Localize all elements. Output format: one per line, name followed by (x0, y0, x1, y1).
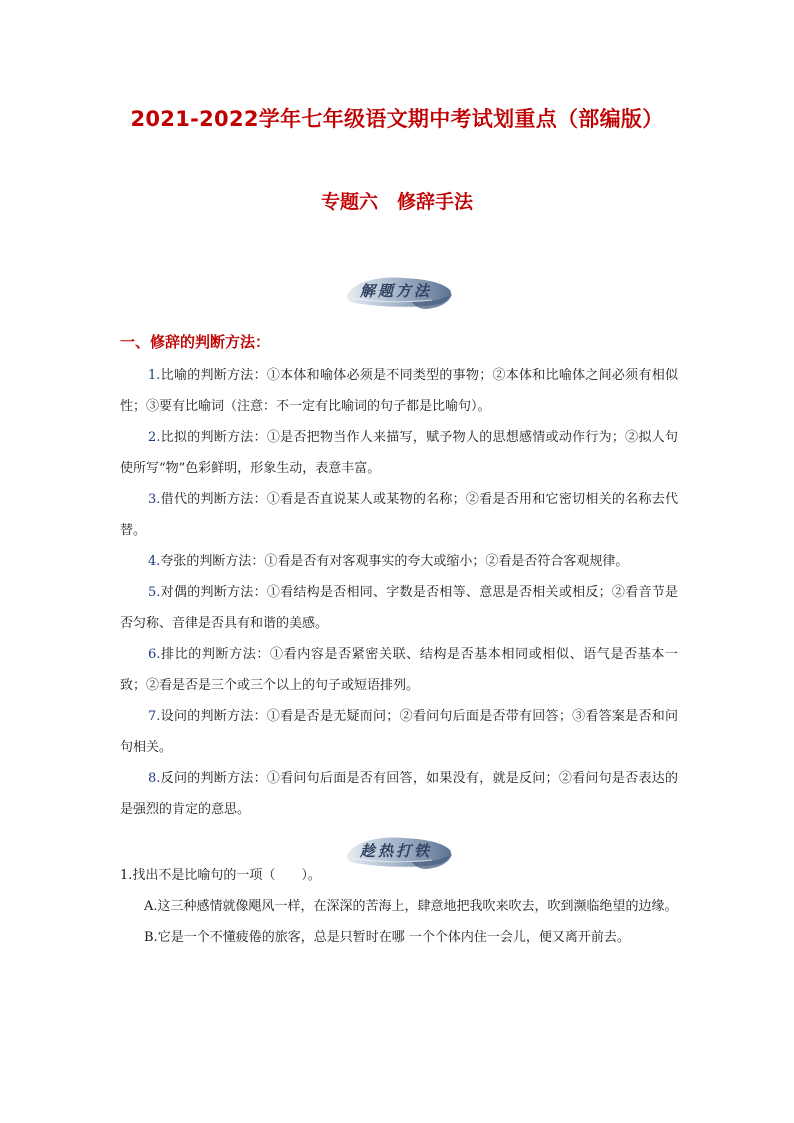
item-body: ①看是否是无疑而问；②看问句后面是否带有回答；③看答案是否和问句相关。 (120, 709, 678, 755)
item-heading: 设问的判断方法： (160, 709, 267, 724)
item-number: 4. (148, 554, 161, 569)
item-body: ①看是否有对客观事实的夸大或缩小；②看是否符合客观规律。 (264, 554, 629, 569)
item-heading: 借代的判断方法： (160, 492, 267, 507)
option-text: 这三种感情就像飓风一样，在深深的苦海上，肆意地把我吹来吹去，吹到濒临绝望的边缘。 (157, 899, 678, 914)
section-heading: 一、修辞的判断方法： (120, 333, 271, 351)
item-body: ①看内容是否紧密关联、结构是否基本相同或相似、语气是否基本一致；②看是否是三个或三个以上的句子或短语排列。 (120, 647, 678, 693)
item-heading: 排比的判断方法： (160, 647, 270, 662)
item-number: 8. (148, 771, 161, 786)
item-heading: 夸张的判断方法： (160, 554, 265, 569)
item-body: ①看结构是否相同、字数是否相等、意思是否相关或相反；②看音节是否匀称、音律是否具有和谐的美感。 (120, 585, 678, 631)
option-b (120, 922, 678, 953)
method-item-1 (120, 360, 678, 422)
item-number: 5. (148, 585, 161, 600)
item-body: ①看问句后面是否有回答，如果没有，就是反问；②看问句是否表达的是强烈的肯定的意思。 (120, 771, 678, 817)
practice-badge-label: 趁热打铁 (359, 842, 432, 860)
item-heading: 反问的判断方法： (160, 771, 267, 786)
method-item-2 (120, 422, 678, 484)
method-item-6 (120, 639, 678, 701)
method-item-8 (120, 763, 678, 825)
item-heading: 比喻的判断方法： (160, 368, 267, 383)
document-subtitle: 专题六 修辞手法 (320, 191, 473, 213)
method-item-4 (120, 546, 678, 577)
method-list (120, 360, 678, 825)
method-badge-label: 解题方法 (359, 282, 432, 300)
item-heading: 对偶的判断方法： (160, 585, 267, 600)
option-text: 它是一个不懂疲倦的旅客，总是只暂时在哪 一个个体内住一会儿，便又离开前去。 (157, 930, 630, 945)
method-item-3 (120, 484, 678, 546)
item-body: ①看是否直说某人或某物的名称；②看是否用和它密切相关的名称去代替。 (120, 492, 678, 538)
method-item-5 (120, 577, 678, 639)
question-stem: 1.找出不是比喻句的一项（ ）。 (120, 868, 321, 883)
item-number: 7. (148, 709, 161, 724)
item-number: 3. (148, 492, 161, 507)
item-number: 1. (148, 368, 161, 383)
item-number: 2. (148, 430, 161, 445)
method-badge (342, 272, 456, 312)
item-body: ①本体和喻体必须是不同类型的事物；②本体和比喻体之间必须有相似性；③要有比喻词（注意：不一定有比喻词的句子都是比喻句）。 (120, 368, 678, 414)
item-body: ①是否把物当作人来描写，赋予物人的思想感情或动作行为；②拟人句使所写“物”色彩鲜明，形象生动，表意丰富。 (120, 430, 678, 476)
exercise-section (120, 860, 678, 953)
option-label: B. (144, 930, 158, 945)
item-number: 6. (148, 647, 161, 662)
item-heading: 比拟的判断方法： (160, 430, 267, 445)
option-a (120, 891, 678, 922)
option-label: A. (144, 899, 158, 914)
method-item-7 (120, 701, 678, 763)
document-title: 2021-2022学年七年级语文期中考试划重点（部编版） (130, 107, 664, 131)
